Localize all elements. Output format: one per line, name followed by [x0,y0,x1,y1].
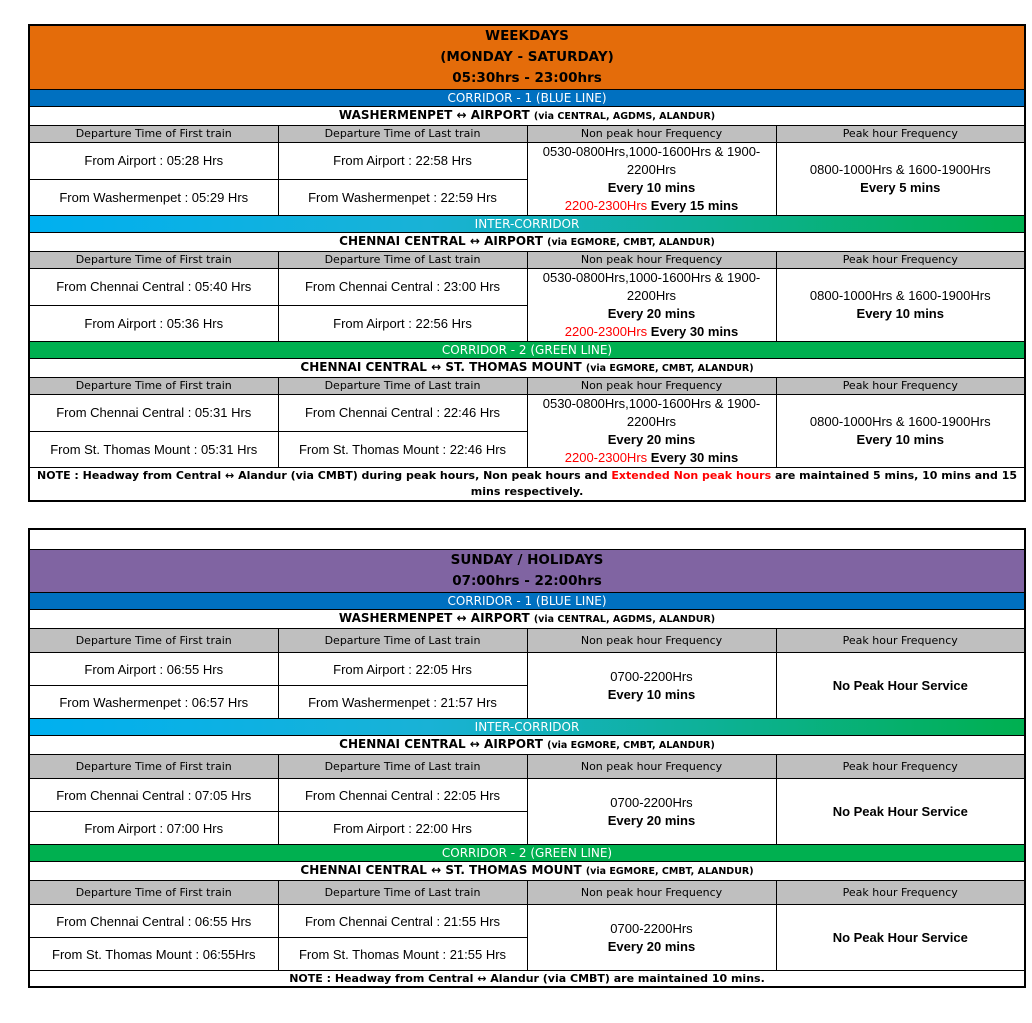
inter-corridor-bar: INTER-CORRIDOR [29,216,1025,233]
col-header-peak: Peak hour Frequency [776,378,1025,395]
last-train-cell: From St. Thomas Mount : 22:46 Hrs [278,431,527,468]
nonpeak-frequency-cell: 0700-2200Hrs Every 20 mins [527,905,776,971]
corridor-2-bar: CORRIDOR - 2 (GREEN LINE) [29,342,1025,359]
col-header-peak: Peak hour Frequency [776,629,1025,653]
last-train-cell: From Airport : 22:05 Hrs [278,653,527,686]
col-header-first-train: Departure Time of First train [29,755,278,779]
weekdays-title [29,25,1025,90]
bidirectional-arrow-icon: ↔ [456,611,467,625]
last-train-cell: From Chennai Central : 23:00 Hrs [278,269,527,306]
weekdays-title-line2: (MONDAY - SATURDAY) [440,49,614,65]
col-header-peak: Peak hour Frequency [776,755,1025,779]
sunday-title-line1: SUNDAY / HOLIDAYS [450,552,604,568]
peak-frequency-cell: No Peak Hour Service [776,653,1025,719]
last-train-cell: From Chennai Central : 22:46 Hrs [278,395,527,432]
col-header-first-train: Departure Time of First train [29,629,278,653]
col-header-first-train: Departure Time of First train [29,126,278,143]
col-header-first-train: Departure Time of First train [29,378,278,395]
nonpeak-frequency-cell: 0530-0800Hrs,1000-1600Hrs & 1900-2200Hrs Every 10 mins 2200-2300Hrs Every 15 mins [527,143,776,216]
first-train-cell: From Airport : 05:36 Hrs [29,305,278,342]
corridor-1-bar: CORRIDOR - 1 (BLUE LINE) [29,90,1025,107]
col-header-nonpeak: Non peak hour Frequency [527,881,776,905]
nonpeak-frequency-cell: 0700-2200Hrs Every 10 mins [527,653,776,719]
first-train-cell: From Airport : 05:28 Hrs [29,143,278,180]
route-title: CHENNAI CENTRAL ↔ AIRPORT (via EGMORE, CMBT, ALANDUR) [29,233,1025,252]
nonpeak-frequency-cell: 0700-2200Hrs Every 20 mins [527,779,776,845]
first-train-cell: From Washermenpet : 05:29 Hrs [29,179,278,216]
route-title: WASHERMENPET ↔ AIRPORT (via CENTRAL, AGDMS, ALANDUR) [29,610,1025,629]
last-train-cell: From Airport : 22:00 Hrs [278,812,527,845]
last-train-cell: From Airport : 22:56 Hrs [278,305,527,342]
bidirectional-arrow-icon: ↔ [469,737,480,751]
route-title: CHENNAI CENTRAL ↔ AIRPORT (via EGMORE, CMBT, ALANDUR) [29,736,1025,755]
first-train-cell: From St. Thomas Mount : 06:55Hrs [29,938,278,971]
first-train-cell: From Washermenpet : 06:57 Hrs [29,686,278,719]
last-train-cell: From St. Thomas Mount : 21:55 Hrs [278,938,527,971]
first-train-cell: From Chennai Central : 05:40 Hrs [29,269,278,306]
col-header-last-train: Departure Time of Last train [278,881,527,905]
last-train-cell: From Chennai Central : 22:05 Hrs [278,779,527,812]
col-header-nonpeak: Non peak hour Frequency [527,126,776,143]
inter-corridor-bar: INTER-CORRIDOR [29,719,1025,736]
last-train-cell: From Airport : 22:58 Hrs [278,143,527,180]
bidirectional-arrow-icon: ↔ [456,108,467,122]
bidirectional-arrow-icon: ↔ [431,863,442,877]
nonpeak-frequency-cell: 0530-0800Hrs,1000-1600Hrs & 1900-2200Hrs Every 20 mins 2200-2300Hrs Every 30 mins [527,395,776,468]
first-train-cell: From Chennai Central : 05:31 Hrs [29,395,278,432]
first-train-cell: From Airport : 06:55 Hrs [29,653,278,686]
bidirectional-arrow-icon: ↔ [469,234,480,248]
peak-frequency-cell: 0800-1000Hrs & 1600-1900Hrs Every 10 mins [776,269,1025,342]
col-header-nonpeak: Non peak hour Frequency [527,755,776,779]
bidirectional-arrow-icon: ↔ [225,469,235,482]
nonpeak-frequency-cell: 0530-0800Hrs,1000-1600Hrs & 1900-2200Hrs Every 20 mins 2200-2300Hrs Every 30 mins [527,269,776,342]
col-header-last-train: Departure Time of Last train [278,755,527,779]
col-header-first-train: Departure Time of First train [29,252,278,269]
weekdays-schedule-table [28,24,1026,502]
route-title: WASHERMENPET ↔ AIRPORT (via CENTRAL, AGDMS, ALANDUR) [29,107,1025,126]
blank-row [29,529,1025,550]
col-header-nonpeak: Non peak hour Frequency [527,629,776,653]
col-header-nonpeak: Non peak hour Frequency [527,252,776,269]
last-train-cell: From Washermenpet : 21:57 Hrs [278,686,527,719]
peak-frequency-cell: 0800-1000Hrs & 1600-1900Hrs Every 10 mins [776,395,1025,468]
sunday-schedule-table [28,528,1026,988]
col-header-last-train: Departure Time of Last train [278,378,527,395]
first-train-cell: From Chennai Central : 07:05 Hrs [29,779,278,812]
weekdays-hours: 05:30hrs - 23:00hrs [452,70,602,86]
route-title: CHENNAI CENTRAL ↔ ST. THOMAS MOUNT (via EGMORE, CMBT, ALANDUR) [29,359,1025,378]
bidirectional-arrow-icon: ↔ [431,360,442,374]
first-train-cell: From Airport : 07:00 Hrs [29,812,278,845]
sunday-hours: 07:00hrs - 22:00hrs [452,573,602,589]
col-header-first-train: Departure Time of First train [29,881,278,905]
col-header-last-train: Departure Time of Last train [278,126,527,143]
col-header-peak: Peak hour Frequency [776,881,1025,905]
col-header-last-train: Departure Time of Last train [278,629,527,653]
peak-frequency-cell: 0800-1000Hrs & 1600-1900Hrs Every 5 mins [776,143,1025,216]
last-train-cell: From Chennai Central : 21:55 Hrs [278,905,527,938]
first-train-cell: From St. Thomas Mount : 05:31 Hrs [29,431,278,468]
weekdays-note: NOTE : Headway from Central ↔ Alandur (via CMBT) during peak hours, Non peak hours and Extended Non peak hours are maintained 5 mins, 10 mins and 15 mins respectively. [29,468,1025,502]
sunday-note: NOTE : Headway from Central ↔ Alandur (via CMBT) are maintained 10 mins. [29,971,1025,988]
col-header-last-train: Departure Time of Last train [278,252,527,269]
peak-frequency-cell: No Peak Hour Service [776,779,1025,845]
col-header-peak: Peak hour Frequency [776,252,1025,269]
peak-frequency-cell: No Peak Hour Service [776,905,1025,971]
col-header-nonpeak: Non peak hour Frequency [527,378,776,395]
corridor-1-bar: CORRIDOR - 1 (BLUE LINE) [29,593,1025,610]
sunday-title [29,550,1025,593]
col-header-peak: Peak hour Frequency [776,126,1025,143]
first-train-cell: From Chennai Central : 06:55 Hrs [29,905,278,938]
weekdays-title-line1: WEEKDAYS [485,28,569,44]
corridor-2-bar: CORRIDOR - 2 (GREEN LINE) [29,845,1025,862]
route-title: CHENNAI CENTRAL ↔ ST. THOMAS MOUNT (via EGMORE, CMBT, ALANDUR) [29,862,1025,881]
last-train-cell: From Washermenpet : 22:59 Hrs [278,179,527,216]
bidirectional-arrow-icon: ↔ [477,972,487,985]
